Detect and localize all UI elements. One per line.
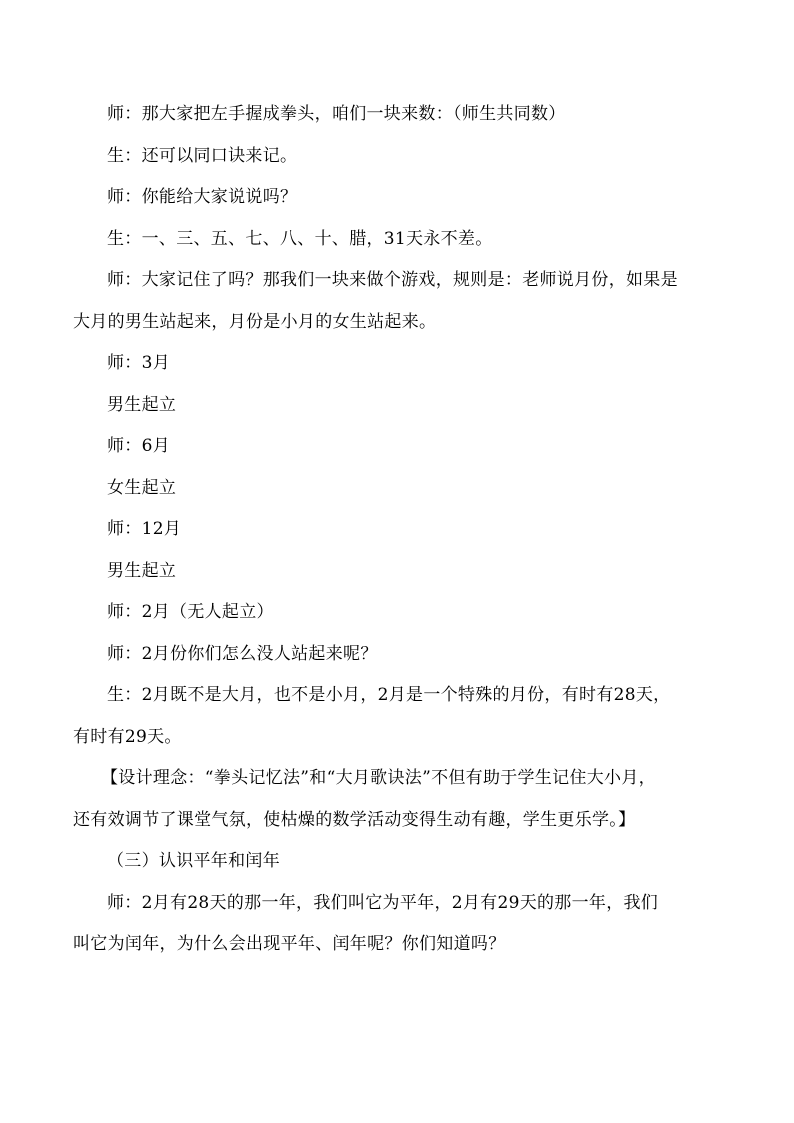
paragraph-line-continued: 有时有29天。 [73, 726, 182, 747]
paragraph-line: 师：6月 [107, 436, 171, 456]
paragraph-line: 师：2月份你们怎么没人站起来呢？ [107, 643, 378, 664]
paragraph-line: 生：2月既不是大月，也不是小月，2月是一个特殊的月份，有时有28天， [107, 685, 671, 705]
paragraph-line: 师：大家记住了吗？那我们一块来做个游戏，规则是：老师说月份，如果是 [107, 270, 678, 290]
paragraph-line: 师：2月（无人起立） [107, 602, 274, 622]
paragraph-line-continued: 叫它为闰年，为什么会出现平年、闰年呢？你们知道吗？ [73, 934, 506, 954]
paragraph-line: 师：12月 [107, 519, 182, 539]
design-note-line: 【设计理念：“拳头记忆法”和“大月歌诀法”不但有助于学生记住大小月， [101, 768, 656, 788]
paragraph-line: 男生起立 [107, 560, 177, 581]
design-note-line-continued: 还有效调节了课堂气氛，使枯燥的数学活动变得生动有趣，学生更乐学。】 [73, 809, 636, 830]
paragraph-line: 师：那大家把左手握成拳头，咱们一块来数：（师生共同数） [107, 104, 566, 124]
paragraph-line-continued: 大月的男生站起来，月份是小月的女生站起来。 [73, 311, 437, 332]
paragraph-line: 女生起立 [107, 477, 177, 498]
paragraph-line: 师：2月有28天的那一年，我们叫它为平年，2月有29天的那一年，我们 [107, 892, 659, 913]
paragraph-line: 生：还可以同口诀来记。 [107, 145, 298, 166]
section-heading: （三）认识平年和闰年 [107, 851, 280, 871]
document-body [73, 104, 727, 954]
paragraph-line: 生：一、三、五、七、八、十、腊，31天永不差。 [107, 228, 493, 249]
paragraph-line: 男生起立 [107, 394, 177, 415]
paragraph-line: 师：你能给大家说说吗？ [107, 187, 298, 207]
paragraph-line: 师：3月 [107, 353, 171, 373]
